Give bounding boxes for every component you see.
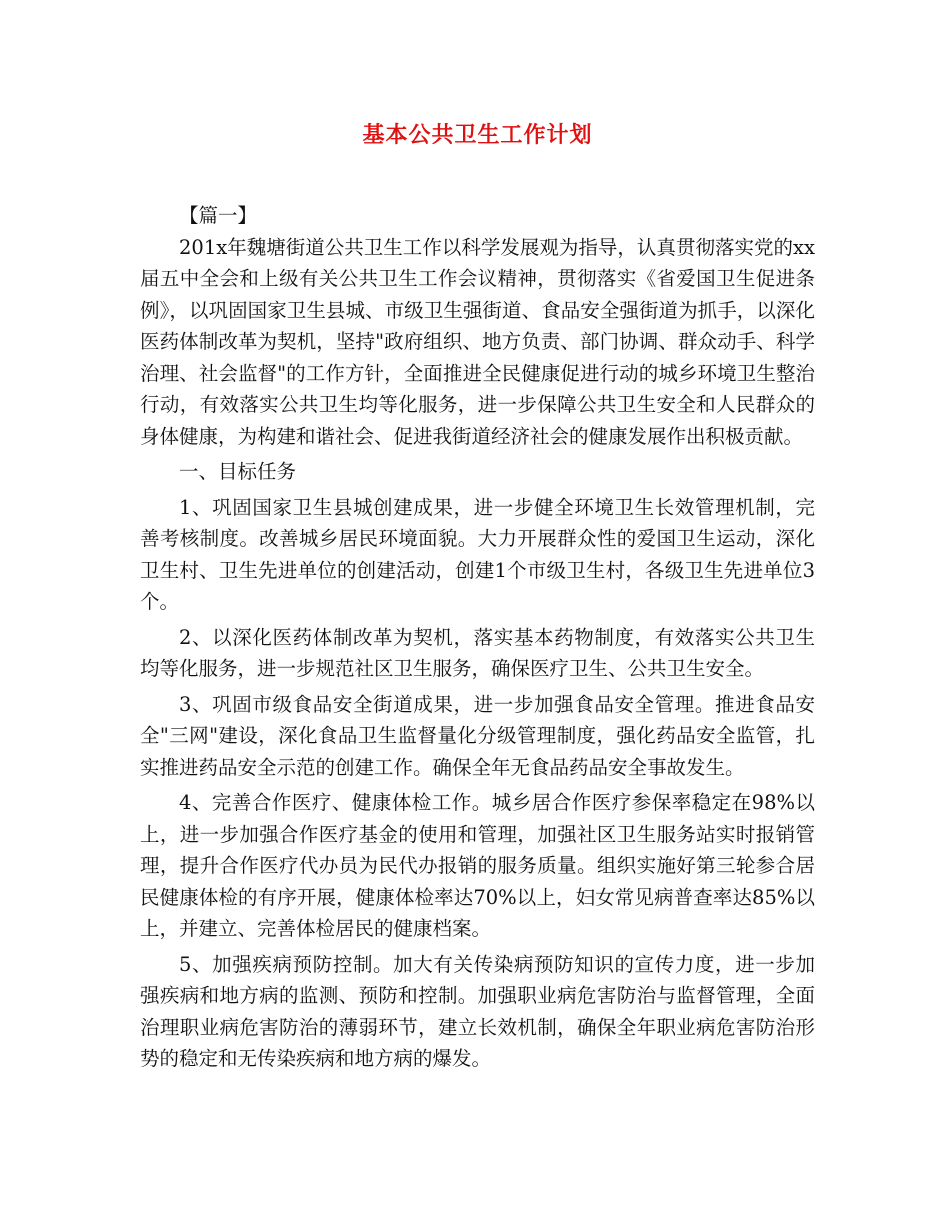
section-heading: 一、目标任务	[179, 460, 297, 483]
document-page	[140, 110, 815, 1075]
task-item-2: 2、以深化医药体制改革为契机，落实基本药物制度，有效落实公共卫生均等化服务，进一步规范社区卫生服务，确保医疗卫生、公共卫生安全。	[140, 625, 815, 680]
task-item-1: 1、巩固国家卫生县城创建成果，进一步健全环境卫生长效管理机制，完善考核制度。改善城乡居民环境面貌。大力开展群众性的爱国卫生运动，深化卫生村、卫生先进单位的创建活动，创建1个市级卫生村，各级卫生先进单位3个。	[140, 495, 815, 613]
task-item-5: 5、加强疾病预防控制。加大有关传染病预防知识的宣传力度，进一步加强疾病和地方病的监测、预防和控制。加强职业病危害防治与监督管理，全面治理职业病危害防治的薄弱环节，建立长效机制，确保全年职业病危害防治形势的稳定和无传染疾病和地方病的爆发。	[140, 952, 815, 1070]
section-label: 【篇一】	[179, 204, 258, 227]
task-item-3: 3、巩固市级食品安全街道成果，进一步加强食品安全管理。推进食品安全"三网"建设，深化食品卫生监督量化分级管理制度，强化药品安全监管，扎实推进药品安全示范的创建工作。确保全年无食品药品安全事故发生。	[140, 692, 815, 779]
intro-paragraph: 201x年魏塘街道公共卫生工作以科学发展观为指导，认真贯彻落实党的xx届五中全会和上级有关公共卫生工作会议精神，贯彻落实《省爱国卫生促进条例》，以巩固国家卫生县城、市级卫生强街道、食品安全强街道为抓手，以深化医药体制改革为契机，坚持"政府组织、地方负责、部门协调、群众动手、科学治理、社会监督"的工作方针，全面推进全民健康促进行动的城乡环境卫生整治行动，有效落实公共卫生均等化服务，进一步保障公共卫生安全和人民群众的身体健康，为构建和谐社会、促进我街道经济社会的健康发展作出积极贡献。	[140, 235, 815, 448]
document-title: 基本公共卫生工作计划	[362, 122, 593, 148]
task-item-4: 4、完善合作医疗、健康体检工作。城乡居合作医疗参保率稳定在98%以上，进一步加强合作医疗基金的使用和管理，加强社区卫生服务站实时报销管理，提升合作医疗代办员为民代办报销的服务质量。组织实施好第三轮参合居民健康体检的有序开展，健康体检率达70%以上，妇女常见病普查率达85%以上，并建立、完善体检居民的健康档案。	[140, 791, 815, 940]
